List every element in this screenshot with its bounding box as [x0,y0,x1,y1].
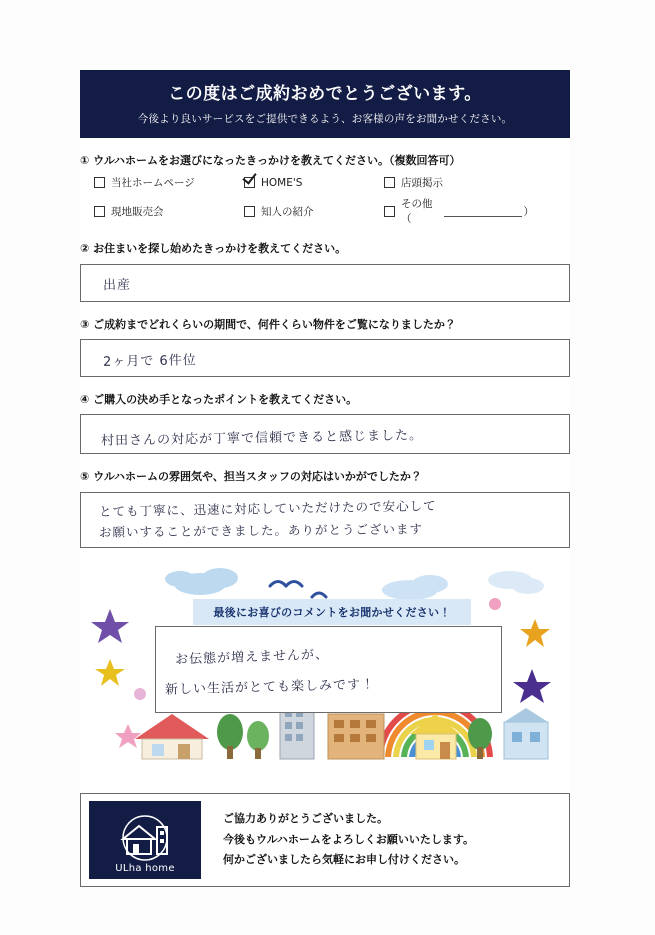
question-4-answer-box[interactable] [80,414,570,454]
checkbox-label: HOME'S [261,176,303,189]
choice-row [94,196,570,226]
dot-icon [489,598,501,610]
logo-text: ULha home [115,862,175,874]
star-icon [115,724,141,748]
header-banner [80,70,570,138]
checkbox-label: 店頭掲示 [401,177,443,190]
footer-line-3: 何かございましたら気軽にお申し付けください。 [223,852,465,866]
question-2-label: ② お住まいを探し始めたきっかけを教えてください。 [80,242,347,256]
checkbox-option-storefront[interactable] [384,175,534,190]
footer-message [223,809,474,870]
checkbox-icon[interactable] [384,177,395,188]
bird-icon [270,581,326,597]
checkbox-icon[interactable] [94,206,105,217]
cloud-icon [488,571,544,594]
checkbox-label-close: ） [523,205,534,218]
cloud-icon [165,568,238,595]
checkbox-icon[interactable] [244,206,255,217]
checkbox-checked-icon[interactable] [244,177,255,188]
question-1-choices [80,175,570,226]
comment-answer-box[interactable] [155,626,502,713]
page-subtitle: 今後より良いサービスをご提供できるよう、お客様の声をお聞かせください。 [137,113,513,126]
checkbox-label: 現地販売会 [111,205,164,218]
checkbox-label: その他（ [401,198,433,226]
checkbox-label: 知人の紹介 [261,205,314,218]
handwritten-comment-line-1: お伝態が増えませんが、 [174,647,330,668]
handwritten-answer-line-2: お願いすることができました。ありがとうございます [98,521,424,540]
checkbox-option-homepage[interactable] [94,175,244,190]
question-4 [80,392,570,454]
question-4-label: ④ ご購入の決め手となったポイントを教えてください。 [80,392,358,406]
question-5 [80,469,570,547]
tree-icon [247,721,269,759]
checkbox-icon[interactable] [384,206,395,217]
question-3 [80,317,570,377]
star-icon [520,619,550,647]
handwritten-answer-line-1: とても丁寧に、迅速に対応していただけたので安心して [98,497,437,519]
question-2-answer-box[interactable] [80,264,570,302]
building-icon [504,708,548,759]
handwritten-answer: 2ヶ月で 6件位 [102,353,197,370]
illustration-comment-section [80,564,570,789]
question-1 [80,153,570,226]
checkbox-option-openhouse[interactable] [94,204,244,219]
dot-icon [134,688,146,700]
star-icon [513,669,551,703]
tree-icon [217,714,243,759]
cloud-icon [382,575,448,600]
question-3-answer-box[interactable] [80,339,570,377]
handwritten-answer: 出産 [102,277,132,293]
footer-line-2: 今後もウルハホームをよろしくお願いいたします。 [223,832,475,846]
other-write-in-line[interactable] [444,205,521,217]
handwritten-comment-line-2: 新しい生活がとても楽しみです！ [164,676,376,698]
house-logo-icon [109,815,181,861]
star-icon [91,609,129,643]
checkbox-icon[interactable] [94,177,105,188]
handwritten-answer: 村田さんの対応が丁寧で信頼できると感じました。 [100,428,424,450]
checkbox-option-other[interactable] [384,196,534,226]
house-icon [135,714,209,759]
checkbox-option-referral[interactable] [244,204,384,219]
checkbox-option-homes[interactable] [244,177,384,189]
footer-line-1: ご協力ありがとうございました。 [223,812,388,826]
page-title: この度はご成約おめでとうございます。 [168,84,482,104]
footer-panel [80,793,570,887]
question-5-label: ⑤ ウルハホームの雰囲気や、担当スタッフの対応はいかがでしたか？ [80,470,422,484]
star-icon [95,659,125,686]
question-2 [80,241,570,301]
company-logo [89,801,201,879]
question-1-label: ① ウルハホームをお選びになったきっかけを教えてください。（複数回答可） [80,153,461,167]
question-3-label: ③ ご成約までどれくらいの期間で、何件くらい物件をご覧になりましたか？ [80,317,456,331]
checkbox-label: 当社ホームページ [111,177,195,190]
choice-row [94,175,570,190]
question-5-answer-box[interactable] [80,492,570,548]
survey-sheet [80,70,570,887]
comment-section-title: 最後にお喜びのコメントをお聞かせください！ [193,599,471,625]
building-icon [328,714,384,759]
